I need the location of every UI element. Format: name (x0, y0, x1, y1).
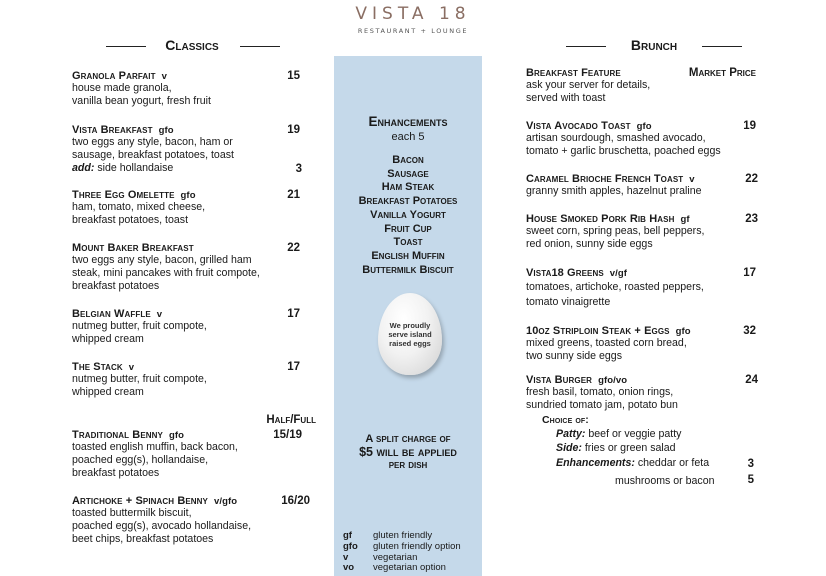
item-price: 17 (287, 308, 300, 320)
item-price: 22 (287, 242, 300, 254)
item-desc: artisan sourdough, smashed avocado, (526, 132, 706, 144)
item-price: 21 (287, 189, 300, 201)
item-price: 32 (743, 325, 756, 337)
item-desc: tomatoes, artichoke, roasted peppers, (526, 281, 704, 293)
item-desc: ask your server for details, (526, 79, 651, 91)
item-name: Mount Baker Breakfast (72, 242, 194, 254)
item-desc: toasted buttermilk biscuit, (72, 507, 192, 519)
split-line: $5 will be applied (359, 445, 457, 459)
item-tag: gfo (180, 190, 196, 201)
item-desc: steak, mini pancakes with fruit compote, (72, 267, 260, 279)
choice-extra-text: mushrooms or bacon (615, 475, 715, 487)
item-name: House Smoked Pork Rib Hash (526, 213, 675, 225)
addon-label: add: (72, 162, 95, 174)
choice-label: Patty: (556, 428, 586, 440)
enhancement-item: Bacon (392, 154, 424, 166)
enhancement-item: Breakfast Potatoes (358, 195, 458, 208)
item-tag: v/gf (609, 268, 628, 279)
addon-price: 3 (295, 163, 302, 175)
item-tag: v (156, 309, 163, 320)
item-desc: beet chips, breakfast potatoes (72, 533, 214, 545)
item-tag: gfo (158, 125, 174, 136)
enhancements-title: Enhancements (368, 114, 448, 129)
item-desc: ham, tomato, mixed cheese, (72, 201, 206, 213)
enhancements-list (334, 154, 482, 277)
item-price: 16/20 (281, 495, 310, 507)
item-name: Vista Breakfast (72, 124, 153, 136)
choice-extra-price: 5 (747, 474, 754, 486)
item-desc: whipped cream (72, 386, 144, 398)
item-desc: sausage, breakfast potatoes, toast (72, 149, 234, 161)
item-price: 23 (745, 213, 758, 225)
logo-subtitle: RESTAURANT + LOUNGE (357, 27, 469, 35)
split-charge-note (334, 433, 482, 472)
item-price: 17 (287, 361, 300, 373)
classics-title: Classics (165, 37, 219, 53)
choice-label: Enhancements: (556, 457, 635, 469)
legend-value: gluten friendly (373, 530, 433, 541)
legend-row (343, 563, 483, 574)
legend-value: vegetarian option (373, 562, 446, 574)
item-name: Belgian Waffle (72, 308, 151, 320)
enhancements-subtitle: each 5 (391, 131, 425, 143)
legend-key: gf (343, 530, 352, 541)
choice-row (556, 442, 772, 455)
item-desc: poached egg(s), avocado hollandaise, (72, 520, 252, 532)
item-desc: breakfast potatoes (72, 280, 160, 292)
item-desc: poached egg(s), hollandaise, (72, 454, 209, 466)
enhancement-item: Vanilla Yogurt (370, 208, 446, 221)
item-name: Three Egg Omelette (72, 189, 175, 201)
item-price: 19 (287, 124, 300, 136)
item-name: Granola Parfait (72, 70, 156, 82)
item-desc: nutmeg butter, fruit compote, (72, 320, 207, 332)
item-desc: house made granola, (72, 82, 172, 94)
item-name: The Stack (72, 361, 123, 373)
item-tag: gfo/vo (598, 375, 628, 386)
item-price: 17 (743, 267, 756, 279)
enhancement-item: Ham Steak (381, 181, 435, 194)
item-name: 10oz Striploin Steak + Eggs (526, 325, 670, 337)
enhancement-item: Fruit Cup (384, 222, 432, 235)
item-name: Artichoke + Spinach Benny (72, 495, 208, 507)
item-desc: sweet corn, spring peas, bell peppers, (526, 225, 705, 237)
dietary-legend (343, 531, 483, 574)
item-desc: red onion, sunny side eggs (526, 238, 653, 250)
legend-value: gluten friendly option (373, 540, 461, 552)
legend-key: gfo (343, 540, 358, 552)
item-tag: gf (680, 214, 690, 225)
item-desc: nutmeg butter, fruit compote, (72, 373, 207, 385)
split-line: per dish (388, 459, 428, 471)
item-desc: fresh basil, tomato, onion rings, (526, 386, 674, 398)
item-desc: tomato + garlic bruschetta, poached eggs (526, 145, 721, 157)
item-price: Market Price (688, 67, 756, 79)
enhancement-item: Sausage (387, 167, 429, 180)
item-tag: v (161, 71, 167, 82)
item-tag: v (689, 174, 695, 185)
legend-value: vegetarian (373, 551, 418, 563)
brunch-title: Brunch (630, 37, 678, 53)
item-tag: gfo (675, 326, 691, 337)
item-tag: gfo (636, 121, 652, 132)
item-desc: vanilla bean yogurt, fresh fruit (72, 95, 211, 107)
item-desc: two eggs any style, bacon, ham or (72, 136, 233, 148)
brunch-rule-left (566, 46, 606, 47)
item-name: Vista Burger (526, 374, 593, 386)
half-full-label: Half/Full (266, 414, 316, 426)
item-price: 24 (745, 374, 758, 386)
restaurant-logo (0, 4, 826, 35)
item-desc: whipped cream (72, 333, 144, 345)
enhancement-item: English Muffin (371, 249, 445, 262)
item-desc: served with toast (526, 92, 606, 104)
item-name: Traditional Benny (72, 429, 163, 441)
item-desc: granny smith apples, hazelnut praline (526, 185, 702, 197)
choice-text: cheddar or feta (637, 457, 710, 469)
enhancement-item: Buttermilk Biscuit (362, 263, 454, 276)
item-name: Vista18 Greens (526, 267, 604, 279)
choice-text: beef or veggie patty (588, 428, 682, 440)
item-name: Vista Avocado Toast (526, 120, 631, 132)
item-tag: gfo (168, 430, 185, 441)
item-desc: breakfast potatoes (72, 467, 160, 479)
legend-key: v (343, 551, 349, 563)
choice-label: Side: (556, 442, 582, 454)
item-desc: two eggs any style, bacon, grilled ham (72, 254, 252, 266)
item-desc: toasted english muffin, back bacon, (72, 441, 238, 453)
egg-caption: We proudly serve island raised eggs (388, 321, 432, 348)
item-desc: tomato vinaigrette (526, 296, 611, 308)
addon-text: side hollandaise (97, 162, 174, 174)
choice-text: fries or green salad (584, 442, 676, 454)
legend-key: vo (343, 562, 355, 574)
brunch-rule-right (702, 46, 742, 47)
item-desc: mixed greens, toasted corn bread, (526, 337, 687, 349)
item-tag: v/gfo (214, 496, 238, 507)
split-line: A split charge of (365, 433, 451, 445)
logo-wordmark: VISTA 18 (355, 4, 471, 24)
item-desc: sundried tomato jam, potato bun (526, 399, 678, 411)
item-price: 19 (743, 120, 756, 132)
item-price: 15/19 (273, 429, 302, 441)
item-desc: two sunny side eggs (526, 350, 622, 362)
item-name: Breakfast Feature (526, 67, 621, 79)
classics-rule-left (106, 46, 146, 47)
item-price: 22 (745, 173, 758, 185)
choice-title: Choice of: (542, 414, 589, 426)
item-name: Caramel Brioche French Toast (526, 173, 684, 185)
item-tag: v (128, 362, 135, 373)
choice-row (556, 428, 772, 441)
item-price: 15 (287, 70, 300, 82)
classics-rule-right (240, 46, 280, 47)
item-desc: breakfast potatoes, toast (72, 214, 189, 226)
enhancement-item: Toast (393, 236, 423, 249)
choice-price: 3 (747, 458, 754, 470)
